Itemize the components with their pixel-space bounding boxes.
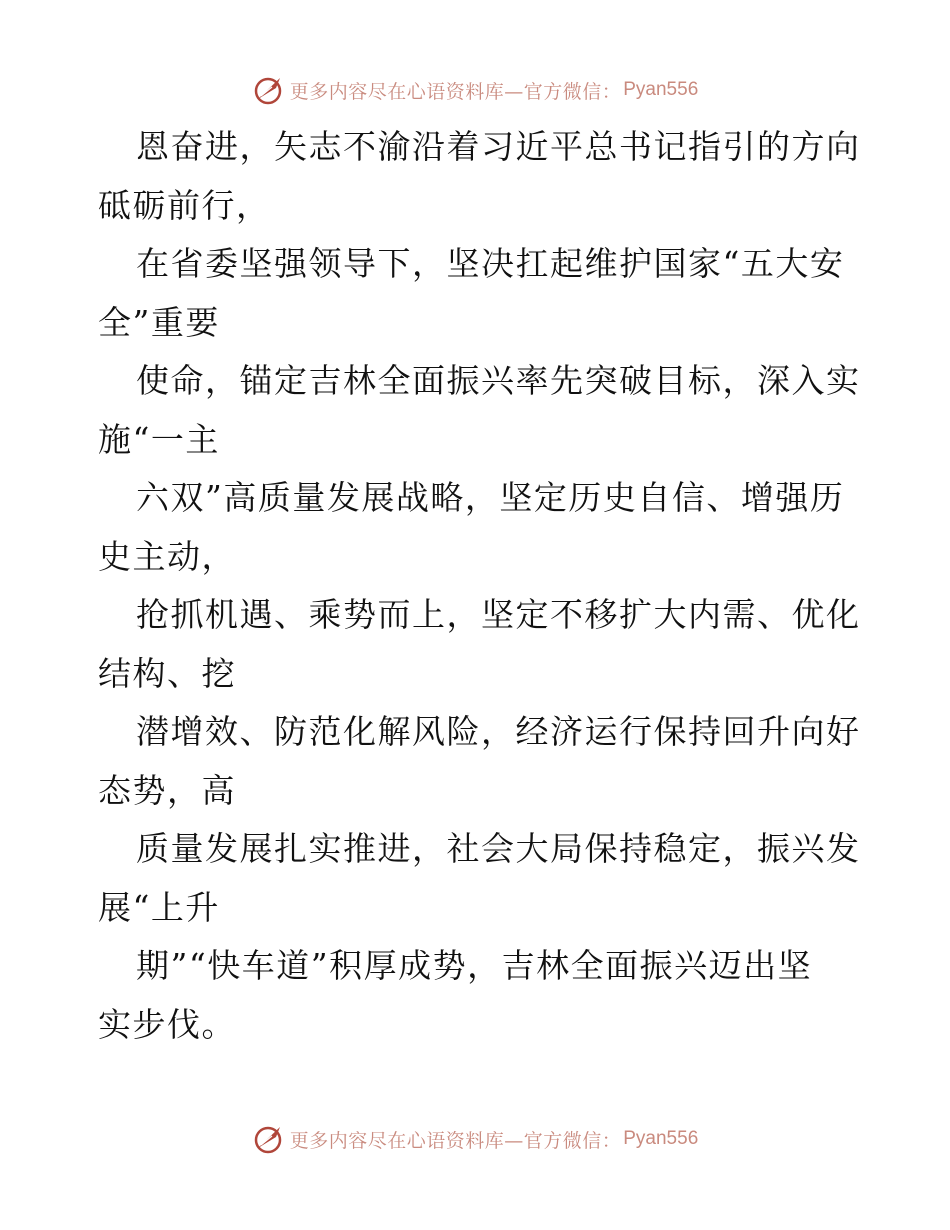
text-line: 史主动， [98, 536, 236, 576]
text-line: 质量发展扎实推进，社会大局保持稳定，振兴发 [136, 829, 861, 868]
document-body [98, 118, 861, 1054]
quill-logo-icon [252, 73, 286, 107]
text-line: 抢抓机遇、乘势而上，坚定不移扩大内需、优化 [136, 595, 861, 634]
text-line: 态势，高 [98, 770, 236, 810]
text-line: 六双”高质量发展战略，坚定历史自信、增强历 [136, 478, 845, 517]
text-line: 在省委坚强领导下，坚决扛起维护国家“五大安 [136, 244, 845, 283]
text-line: 潜增效、防范化解风险，经济运行保持回升向好 [136, 712, 861, 751]
header-wechat-id: Pyan556 [623, 79, 699, 100]
quill-logo-icon [252, 1122, 286, 1156]
header-banner [0, 70, 950, 110]
text-line: 结构、挖 [98, 653, 236, 693]
text-line: 施“一主 [98, 419, 220, 459]
header-brand-text: 更多内容尽在心语资料库—官方微信： [289, 80, 622, 103]
text-line: 砥砺前行， [98, 185, 271, 225]
text-line: 期”“快车道”积厚成势，吉林全面振兴迈出坚 [136, 946, 813, 985]
footer-banner [0, 1119, 950, 1159]
text-line: 实步伐。 [98, 1004, 236, 1044]
footer-wechat-id: Pyan556 [623, 1128, 699, 1149]
text-line: 展“上升 [98, 887, 220, 927]
text-line: 全”重要 [98, 302, 220, 342]
text-line: 恩奋进，矢志不渝沿着习近平总书记指引的方向 [136, 127, 861, 166]
text-line: 使命，锚定吉林全面振兴率先突破目标，深入实 [136, 361, 861, 400]
footer-brand-text: 更多内容尽在心语资料库—官方微信： [289, 1129, 622, 1152]
